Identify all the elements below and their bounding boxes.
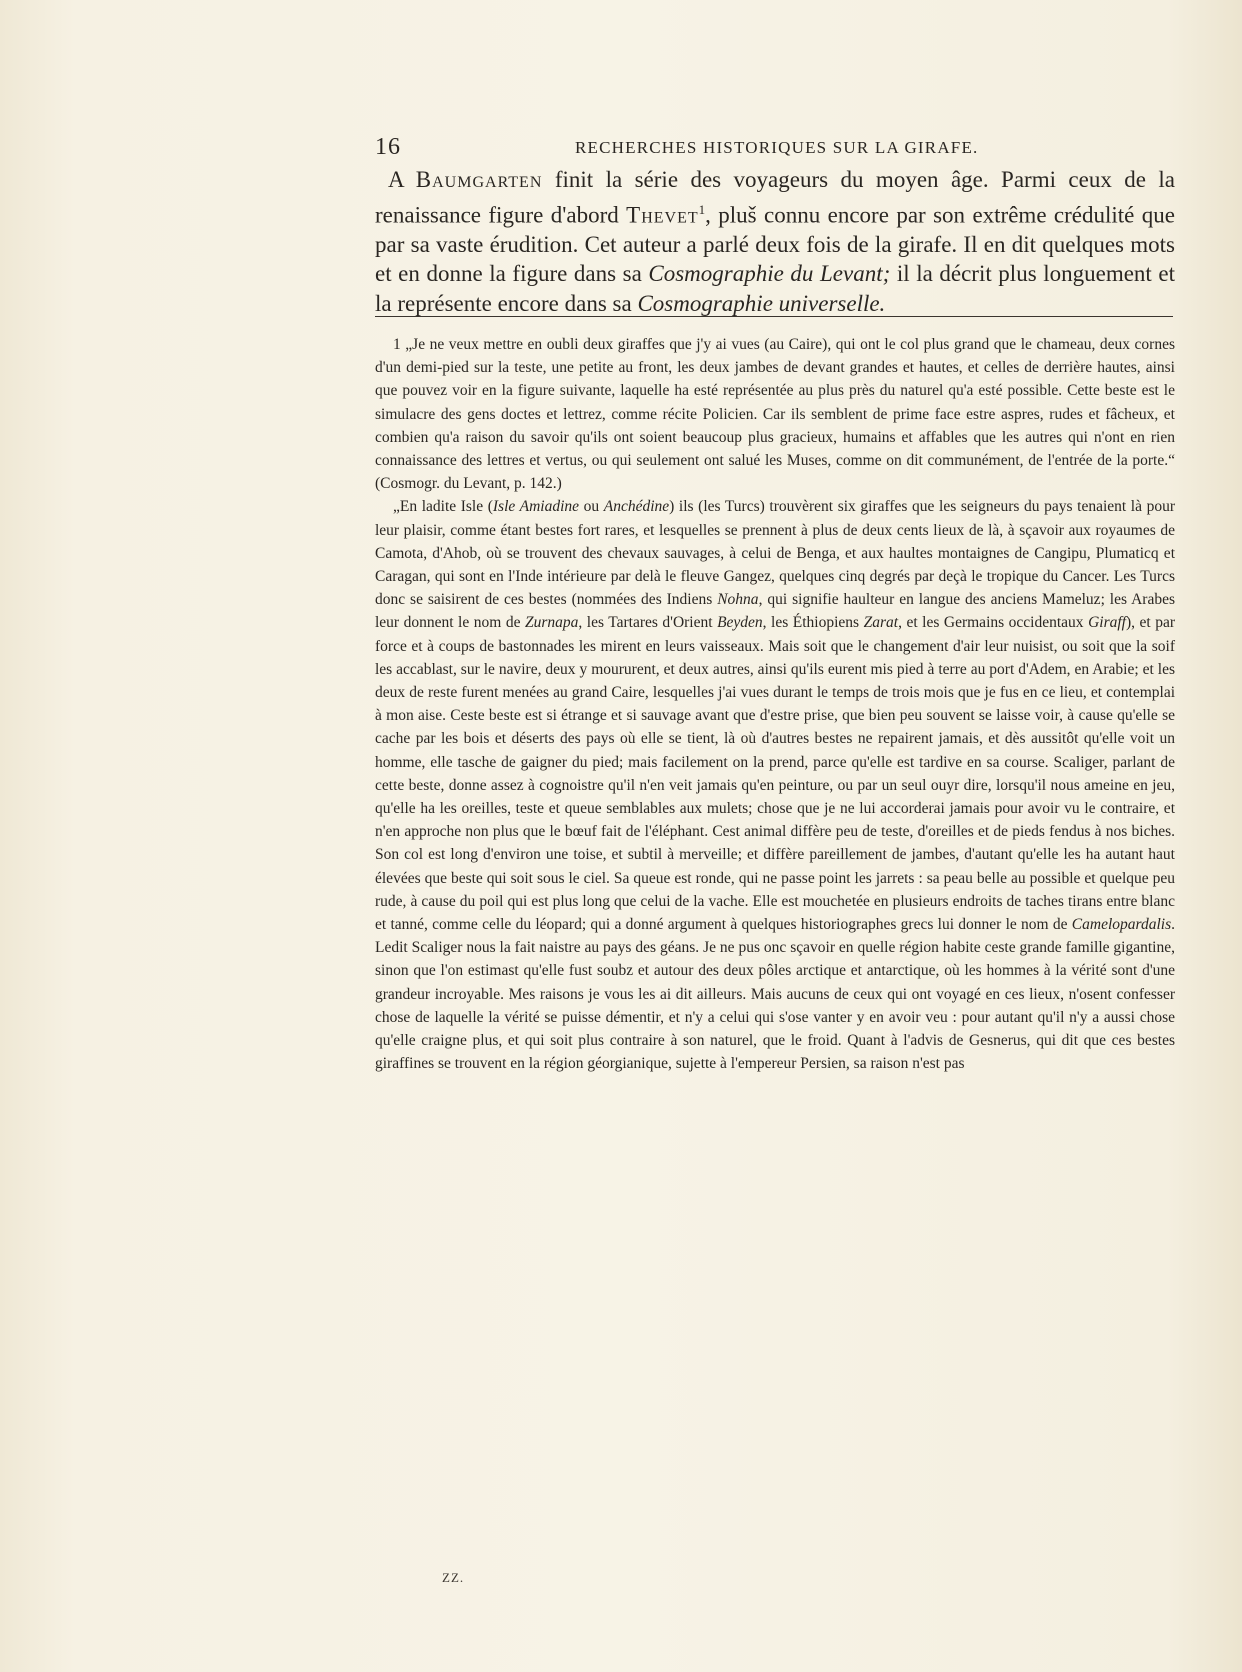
fn-text: „En ladite Isle (	[393, 498, 493, 516]
fn-text: . Ledit Scaliger nous la fait naistre au pays des géans. Je ne pus onc sçavoir en quelle région habite ceste grande famille gigantine, sinon que l'on estimast qu'elle fust soubz et autour des deux pôles arctique et antarctique, où les hommes à la vérité sont d'une grandeur incroyable. Mes raisons je vous les ai dit ailleurs. Mais aucuns de ceux qui ont voyagé en ces lieux, n'osent confesser chose de laquelle la vérité se puisse démentir, et n'y a celui qui s'ose vanter y en avoir veu : pour autant qu'il n'y a aussi chose qu'elle craigne plus, et qui soit plus contraire à son naturel, que le froid. Quant à l'advis de Gesnerus, qui dit que ces bestes giraffines se trouvent en la région géorgianique, sujette à l'empereur Persien, sa raison n'est pas	[375, 916, 1175, 1073]
fn-italic: Camelopardalis	[1071, 916, 1172, 934]
book-title-cosmographie-levant: Cosmographie du Levant;	[648, 261, 891, 287]
fn-italic: Nohna	[717, 591, 759, 609]
page-header	[375, 134, 1175, 162]
main-text-seg: , pluš connu encore par son extrême crédulité que par sa vaste érudition. Cet auteur a parlé deux fois de la girafe. Il en dit quelques mots et en donne la figure dans sa	[375, 202, 1175, 287]
footnote-marker: 1	[698, 201, 706, 217]
fn-text: ), et par force et à coups de bastonnades les mirent en leurs vaisseaux. Mais soit que le changement d'air leur nuisist, ou soit que la soif les accablast, sur le navire, deux y moururent, et deux autres, ainsi qu'ils eurent mis pied à terre au port d'Adem, en Arabie; et les deux de reste furent menées au grand Caire, lesquelles j'ai vues durant le temps de trois mois que je fus en ce lieu, et contemplai à mon aise. Ceste beste est si étrange et si sauvage avant que d'estre prise, que bien peu souvent se laisse voir, à cause qu'elle se cache par les bois et déserts des pays où elle se tient, là où d'autres bestes ne repairent jamais, et dès aussitôt qu'elle voit un homme, elle tasche de gaigner du pied; mais facilement on la prend, parce qu'elle est tardive en sa course. Scaliger, parlant de cette beste, donne assez à cognoistre qu'il n'en veit jamais qu'en peinture, ou par un seul ouyr dire, lorsqu'il nous ameine en jeu, qu'elle ha les oreilles, teste et queue semblables aux mulets; chose que je ne lui accorderai jamais pour avoir vu le contraire, et n'en approche non plus que le bœuf fait de l'éléphant. Cest animal diffère peu de teste, d'oreilles et de pieds fendus à nos biches. Son col est long d'environ une toise, et subtil à merveille; et diffère pareillement de jambes, d'autant qu'elle les ha autant haut élevées que beste qui soit sous le ciel. Sa queue est ronde, qui ne passe point les jarrets : sa peau belle au possible et quelque peu rude, à cause du poil qui est plus long que celui de la vache. Elle est mouchetée en plusieurs endroits de taches tirans entre blanc et tanné, comme celle du léopard; qui a donné argument à quelques historiographes grecs lui donner le nom de	[375, 614, 1176, 934]
footnote-paragraph-2	[375, 495, 1175, 1075]
fn-italic: Isle Amiadine	[492, 498, 580, 516]
fn-italic: Beyden	[717, 614, 763, 632]
book-title-cosmographie-universelle: Cosmographie universelle.	[637, 290, 886, 316]
fn-italic: Zurnapa	[524, 614, 579, 632]
fn-text: , les Tartares d'Orient	[578, 614, 718, 632]
running-title: RECHERCHES HISTORIQUES SUR LA GIRAFE.	[575, 138, 979, 157]
author-name-baumgarten: Baumgarten	[415, 167, 543, 192]
fn-text: , les Éthiopiens	[762, 614, 864, 632]
footnote-block	[375, 333, 1175, 1076]
page-number: 16	[375, 134, 401, 160]
main-text-seg: A	[388, 167, 416, 192]
main-text-seg: il la décrit plus longuement et la représente encore dans sa	[375, 261, 1175, 316]
fn-text: , qui signifie haulteur en langue des anciens Mameluz; les Arabes leur donnent le nom de	[375, 591, 1175, 632]
fn-text: ) ils (les Turcs) trouvèrent six giraffes que les seigneurs du pays tenaient là pour leur plaisir, comme étant bestes fort rares, et lesquelles se prennent à plus de deux cents lieux de là, à sçavoir aux royaumes de Camota, d'Ahob, où se trouvent des chevaux sauvages, à celui de Benga, et aux haultes montaignes de Cangipu, Plumaticq et Caragan, qui sont en l'Inde intérieure par delà le fleuve Gangez, quelques cinq degrés par deçà le tropique du Cancer. Les Turcs donc se saisirent de ces bestes (nommées des Indiens	[375, 498, 1176, 609]
fn-text: ou	[579, 498, 604, 516]
fn-text: , et les Germains occidentaux	[898, 614, 1089, 632]
fn-italic: Anchédine	[603, 498, 670, 516]
signature-mark: ZZ.	[442, 1570, 465, 1585]
footnote-divider	[375, 316, 1173, 317]
footnote-paragraph-1: 1 „Je ne veux mettre en oubli deux giraffes que j'y ai vues (au Caire), qui ont le col plus grand que le chameau, deux cornes d'un demi-pied sur la teste, une petite au front, les deux jambes de devant grandes et hautes, et celles de derrière hautes, ainsi que pouvez voir en la figure suivante, laquelle ha esté représentée au plus près du naturel qu'a esté possible. Cette beste est le simulacre des gens doctes et lettrez, comme récite Policien. Car ils semblent de prime face estre aspres, rudes et fâcheux, et combien qu'a raison du savoir qu'ils ont soient beaucoup plus gracieux, humains et affables que les autres qui n'ont en rien connaissance des lettres et vertus, ou qui seulement ont salué les Muses, comme on dit communément, de l'entrée de la porte.“ (Cosmogr. du Levant, p. 142.)	[375, 336, 1175, 493]
main-text-seg: finit la série des voyageurs du moyen âge. Parmi ceux de la renaissance figure d'abord	[375, 167, 1176, 228]
fn-italic: Giraff	[1088, 614, 1126, 632]
fn-italic: Zarat	[863, 614, 899, 632]
main-paragraph	[375, 165, 1175, 318]
author-name-thevet: Thevet	[626, 202, 699, 228]
